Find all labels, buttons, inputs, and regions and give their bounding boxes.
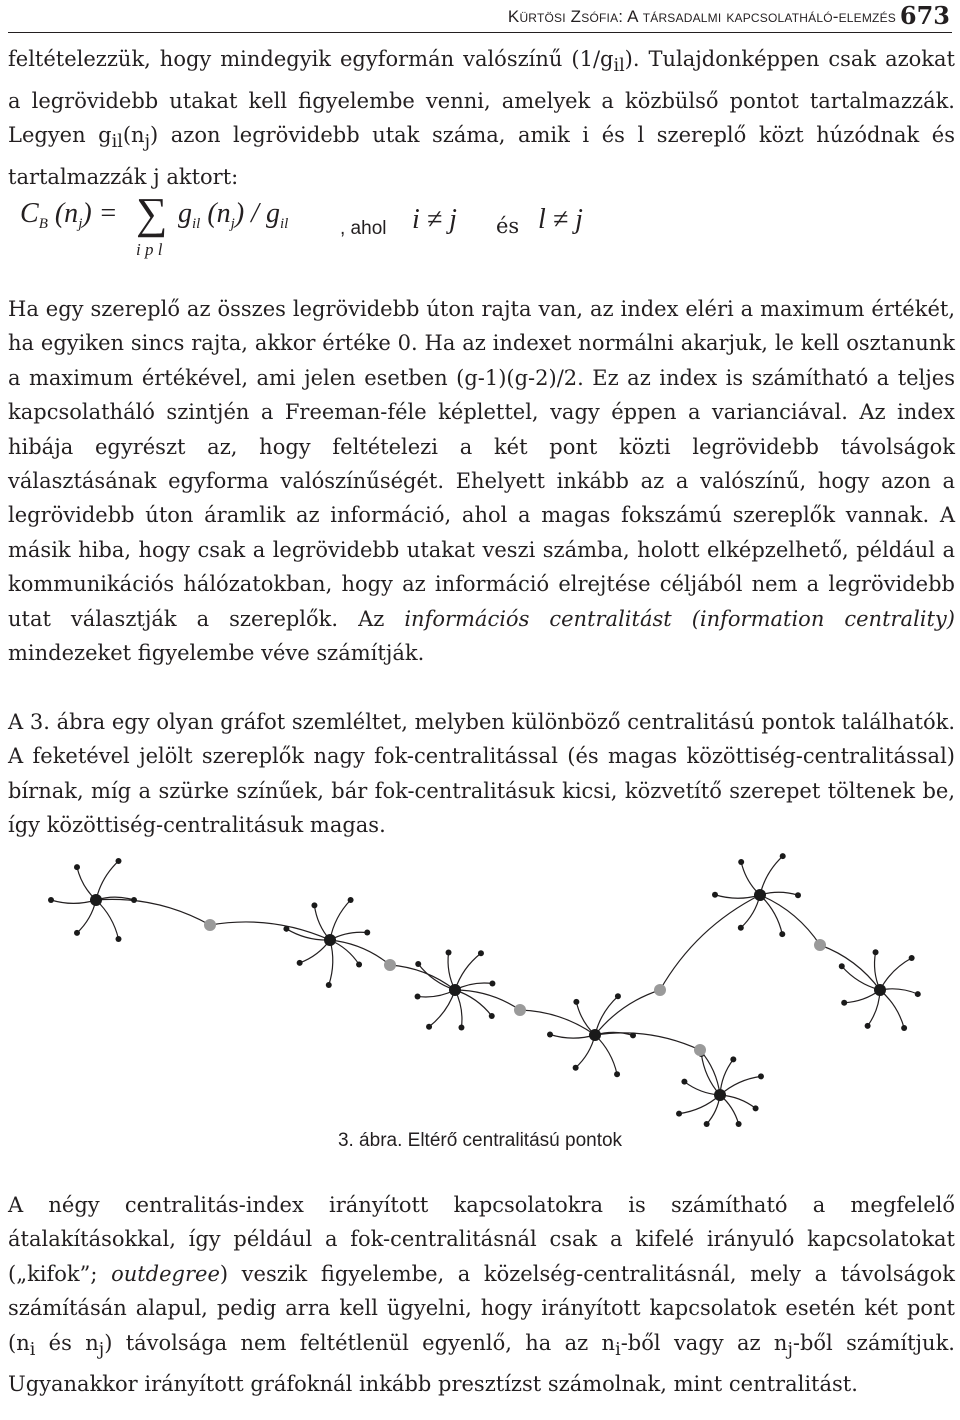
formula-ahol: , ahol: [340, 218, 387, 239]
graph-hub-node: [754, 889, 766, 901]
network-graph: [0, 840, 960, 1130]
graph-edge: [720, 1076, 761, 1095]
graph-bridge-node: [514, 1004, 526, 1016]
graph-leaf-node: [873, 949, 879, 955]
condition-conjunction: és: [496, 214, 520, 238]
graph-edge: [330, 940, 390, 965]
graph-edge: [550, 1034, 595, 1038]
graph-leaf-node: [489, 981, 495, 987]
graph-leaf-node: [614, 1071, 620, 1077]
graph-leaf-node: [630, 1032, 636, 1038]
text-run: és n: [35, 1330, 99, 1355]
running-header: [8, 2, 952, 33]
graph-leaf-node: [839, 963, 845, 969]
graph-edge: [760, 856, 783, 895]
graph-leaf-node: [426, 1024, 432, 1030]
graph-leaf-node: [704, 1121, 710, 1127]
graph-edge: [679, 1095, 720, 1114]
text-run: ) távolsága nem feltétlenül egyenlő, ha az n: [104, 1330, 616, 1355]
text-run: ). Tulajdonképpen csak azokat a legrövidebb utakat kell figyelembe venni, amelyek a közbülső pontot tartalmazzák. Legyen g: [8, 47, 955, 147]
graph-edge: [660, 895, 760, 990]
graph-leaf-node: [326, 982, 332, 988]
figure-3: [0, 840, 960, 1130]
text-run: (n: [122, 123, 145, 147]
paragraph-4: [8, 1188, 955, 1402]
graph-edge: [880, 958, 912, 990]
subscript: i: [615, 1339, 621, 1360]
graph-bridge-node: [654, 984, 666, 996]
graph-leaf-node: [74, 930, 80, 936]
graph-bridge-node: [384, 959, 396, 971]
graph-leaf-node: [74, 864, 80, 870]
text-run: Ha egy szereplő az összes legrövidebb úton rajta van, az index eléri a maximum értékét, ha egyiken sincs rajta, akkor értéke 0. Ha az indexet normálni akarjuk, le kell osztanunk a maximum értékével, ami jelen esetben (g-1)(g-2)/2. Ez az index is számítható a teljes kapcsolatháló szintjén a Freeman-féle képlettel, vagy éppen a varianciával. Az index hibája egyrészt az, hogy feltételezi a két pont közti legrövidebb távolságok választásának egyforma valószínűségét. Ehelyett inkább az a valószínű, hogy azon a legrövidebb úton áramlik az információ, ahol a magas fokszámú szereplők vannak. A másik hiba, hogy csak a legrövidebb utakat veszi számba, holott elképzelhető, például a kommunikációs hálózatokban, hogy az információ elrejtése céljából nem a legrövidebb utat választják a szereplők. Az: [8, 297, 955, 631]
subscript: il: [613, 56, 625, 77]
formula-rhs: $g_{il}$ $(n_j) / g_{il}$: [178, 198, 289, 232]
graph-leaf-node: [909, 955, 915, 961]
text-run: A négy centralitás-index irányított kapcsolatokra is számítható a megfelelő átalakításokkal, így például a fok-centralitásnál csak a kifelé irányuló kapcsolatokat („kifok”;: [8, 1193, 955, 1286]
graph-leaf-node: [489, 1013, 495, 1019]
graph-edge: [715, 895, 760, 899]
graph-leaf-node: [297, 960, 303, 966]
text-run: -ből számítjuk. Ugyanakkor irányított gráfoknál inkább presztízst számolnak, mint centralitást.: [8, 1330, 955, 1397]
condition-l-neq-j: l ≠ j: [538, 204, 583, 235]
text-run: ) azon legrövidebb utak száma, amik i és l szereplő közt húzódnak és tartalmazzák j aktort:: [8, 123, 955, 189]
graph-hub-node: [589, 1029, 601, 1041]
graph-edge: [96, 900, 119, 939]
subscript: j: [98, 1339, 105, 1360]
graph-edge: [880, 990, 904, 1028]
graph-edge: [760, 895, 820, 945]
graph-leaf-node: [676, 1111, 682, 1117]
graph-leaf-node: [446, 950, 452, 956]
graph-edge: [96, 861, 119, 900]
graph-leaf-node: [615, 993, 621, 999]
graph-edge: [455, 990, 520, 1010]
graph-leaf-node: [573, 1065, 579, 1071]
graph-leaf-node: [547, 1031, 553, 1037]
graph-leaf-node: [283, 926, 289, 932]
graph-leaf-node: [915, 991, 921, 997]
graph-leaf-node: [116, 858, 122, 864]
page-number: 673: [899, 1, 950, 30]
graph-edge: [595, 1035, 617, 1074]
graph-bridge-node: [814, 939, 826, 951]
running-title: Kürtösi Zsófia: A társadalmi kapcsolatháló-elemzés: [507, 7, 896, 26]
subscript: il: [111, 132, 123, 153]
graph-leaf-node: [311, 902, 317, 908]
graph-leaf-node: [779, 931, 785, 937]
graph-edge: [520, 1010, 595, 1035]
graph-edge: [329, 940, 333, 985]
graph-leaf-node: [131, 897, 137, 903]
paragraph-1: [8, 42, 955, 194]
subscript: j: [144, 132, 150, 153]
graph-edge: [820, 945, 880, 990]
condition-i-neq-j: i ≠ j: [412, 204, 457, 235]
graph-leaf-node: [348, 897, 354, 903]
graph-leaf-node: [364, 930, 370, 936]
graph-edge: [51, 900, 96, 903]
subscript: j: [787, 1339, 793, 1360]
graph-edge: [701, 1054, 720, 1095]
graph-leaf-node: [573, 999, 579, 1005]
graph-leaf-node: [901, 1025, 907, 1031]
graph-leaf-node: [753, 1105, 759, 1111]
graph-leaf-node: [738, 859, 744, 865]
italic-term: outdegree: [111, 1261, 220, 1286]
graph-hub-node: [449, 984, 461, 996]
graph-leaf-node: [681, 1079, 687, 1085]
text-run: feltételezzük, hogy mindegyik egyformán valószínű (1/g: [8, 47, 614, 71]
graph-leaf-node: [780, 853, 786, 859]
graph-edge: [700, 1050, 720, 1095]
graph-leaf-node: [738, 925, 744, 931]
graph-hub-node: [90, 894, 102, 906]
graph-bridge-node: [204, 919, 216, 931]
graph-leaf-node: [458, 1024, 464, 1030]
figure-caption: 3. ábra. Eltérő centralitású pontok: [337, 1130, 623, 1151]
subscript: i: [29, 1339, 36, 1360]
graph-hub-node: [714, 1089, 726, 1101]
graph-leaf-node: [712, 892, 718, 898]
graph-edge: [96, 899, 210, 925]
sum-index: i p l: [136, 240, 163, 259]
graph-edge: [210, 922, 330, 940]
text-run: ) veszik figyelembe, a közelség-centralitásnál, mely a távolságok számításán alapul, pedig arra kell ügyelni, hogy irányított kapcsolatok esetén két pont (n: [8, 1261, 955, 1355]
graph-leaf-node: [758, 1073, 764, 1079]
paragraph-3: A 3. ábra egy olyan gráfot szemléltet, melyben különböző centralitású pontok találhatók. A feketével jelölt szereplők nagy fok-centralitással (és magas közöttiség-centralitással) bírnak, míg a szürke színűek, bár fok-centralitásuk kicsi, közvetítő szerepet töltenek be, így közöttiség-centralitásuk magas.: [8, 710, 955, 838]
paragraph-2: [8, 292, 955, 670]
graph-leaf-node: [795, 892, 801, 898]
betweenness-formula: [8, 188, 955, 268]
graph-leaf-node: [116, 936, 122, 942]
formula-lhs: $C_B$ $(n_j)$ =: [20, 198, 118, 232]
graph-leaf-node: [730, 1056, 736, 1062]
graph-leaf-node: [865, 1023, 871, 1029]
graph-leaf-node: [415, 961, 421, 967]
graph-leaf-node: [478, 950, 484, 956]
graph-leaf-node: [415, 993, 421, 999]
graph-hub-node: [874, 984, 886, 996]
graph-hub-node: [324, 934, 336, 946]
graph-leaf-node: [841, 1000, 847, 1006]
italic-term: információs centralitást (information centrality): [404, 606, 955, 631]
graph-edge: [595, 1033, 700, 1050]
text-run: -ből vagy az n: [620, 1330, 788, 1355]
sum-symbol: ∑: [136, 189, 168, 238]
graph-bridge-node: [694, 1044, 706, 1056]
text-run: mindezeket figyelembe véve számítják.: [8, 641, 425, 666]
graph-leaf-node: [48, 897, 54, 903]
graph-leaf-node: [736, 1121, 742, 1127]
graph-leaf-node: [356, 961, 362, 967]
